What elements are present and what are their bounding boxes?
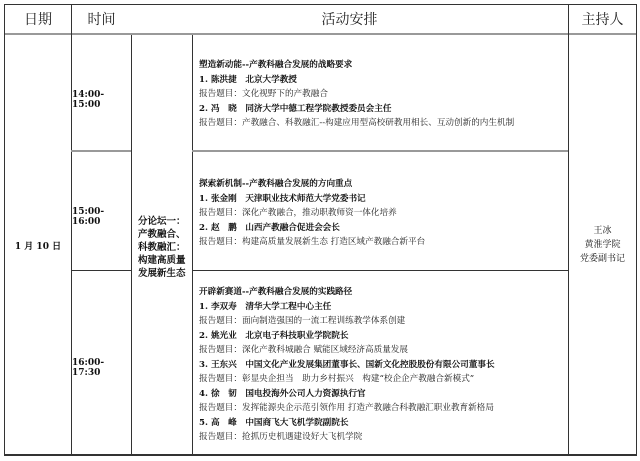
forum-line: 构建高质量 [138, 255, 186, 266]
session-title: 开辟新赛道--产教科融合发展的实践路径 [199, 287, 353, 297]
date-cell: 1 月 10 日 [14, 241, 62, 252]
speaker: 3. 王东兴 中国文化产业发展集团董事长、国新文化控股股份有限公司董事长 [199, 359, 495, 370]
row-divider-1-activity [192, 150, 568, 152]
col-divider-date [71, 4, 72, 456]
speaker: 2. 冯 晓 同济大学中德工程学院教授委员会主任 [199, 103, 392, 114]
forum-line: 发展新生态 [138, 268, 186, 279]
row-divider-1-time [71, 150, 131, 152]
speaker: 1. 张金刚 天津职业技术师范大学党委书记 [199, 193, 366, 204]
forum-line: 分论坛一： [138, 216, 186, 227]
session-time-2: 15:00-16:00 [72, 207, 105, 227]
host-title: 党委副书记 [579, 254, 625, 264]
forum-title [134, 215, 192, 280]
table-border-bottom [4, 454, 637, 456]
header-host: 主持人 [581, 12, 624, 28]
report-topic: 报告题目：深化产教科城融合 赋能区域经济高质量发展 [199, 345, 408, 355]
session-block-2 [193, 177, 567, 250]
session-block-3 [193, 285, 567, 445]
session-time-1: 14:00-15:00 [72, 90, 105, 110]
report-topic: 报告题目：抢抓历史机遇建设好大飞机学院 [199, 432, 363, 442]
speaker: 2. 姚光业 北京电子科技职业学院院长 [199, 330, 349, 341]
speaker: 2. 赵 鹏 山西产教融合促进会会长 [199, 222, 340, 233]
forum-line: 科教融汇： [138, 242, 186, 253]
speaker: 1. 陈洪捷 北京大学教授 [199, 74, 297, 85]
header-date: 日期 [24, 12, 52, 28]
report-topic: 报告题目：构建高质量发展新生态 打造区域产教融合新平台 [199, 237, 426, 247]
report-topic: 报告题目：产教融合、科教融汇--构建应用型高校研教用相长、互动创新的内生机制 [199, 118, 515, 128]
report-topic: 报告题目：面向制造强国的一流工程训练教学体系创建 [199, 316, 406, 326]
report-topic: 报告题目：发挥能源央企示范引领作用 打造产教融合科教融汇职业教育新格局 [199, 403, 494, 413]
table-border-right [636, 4, 637, 456]
report-topic: 报告题目：彰显央企担当 助力乡村振兴 构建“校企企产教融合新模式” [199, 374, 475, 384]
speaker: 1. 李双寿 清华大学工程中心主任 [199, 301, 332, 312]
report-topic: 报告题目：文化视野下的产教融合 [199, 89, 328, 99]
report-topic: 报告题目：深化产教融合，推动职教师资一体化培养 [199, 208, 397, 218]
row-divider-2-activity [192, 270, 568, 271]
row-divider-2-time [71, 270, 131, 271]
speaker: 4. 徐 韧 国电投海外公司人力资源执行官 [199, 388, 366, 399]
session-title: 塑造新动能--产教科融合发展的战略要求 [199, 60, 353, 70]
session-title: 探索新机制--产教科融合发展的方向重点 [199, 179, 353, 189]
session-time-3: 16:00-17:30 [72, 358, 105, 378]
host-name: 王冰 [593, 226, 612, 236]
header-divider [4, 33, 637, 35]
col-divider-time [131, 35, 132, 456]
header-time: 时间 [87, 12, 116, 28]
header-activity: 活动安排 [321, 12, 378, 28]
forum-line: 产教融合、 [138, 229, 186, 240]
host-org: 黄淮学院 [584, 240, 621, 250]
session-block-1 [193, 58, 567, 131]
speaker: 5. 高 峰 中国商飞大飞机学院副院长 [199, 417, 349, 428]
host-info [569, 224, 636, 266]
